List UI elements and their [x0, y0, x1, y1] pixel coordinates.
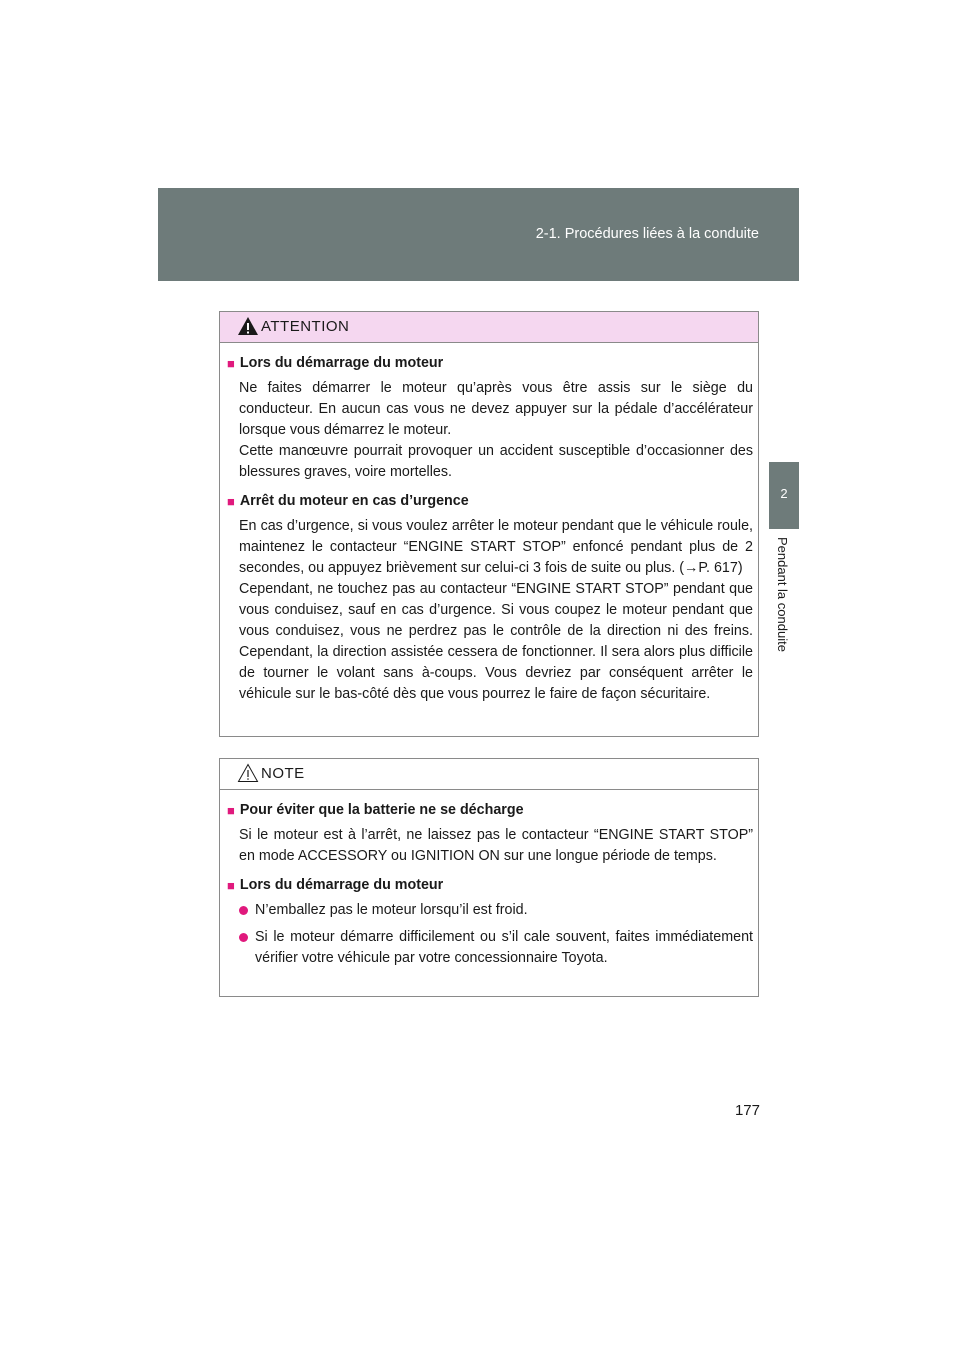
caution-title: ATTENTION	[261, 318, 350, 335]
side-tab	[769, 462, 799, 529]
caution-body	[220, 343, 758, 705]
section-paragraph: Ne faites démarrer le moteur qu’après vous être assis sur le siège du conducteur. En aucun cas vous ne devez appuyer sur la pédale d’accélérateur lorsque vous démarrez le moteur.	[239, 380, 753, 438]
section-paragraph: Cependant, ne touchez pas au contacteur “ENGINE START STOP” pendant que vous conduisez, sauf en cas d’urgence. Si vous coupez le moteur pendant que vous conduisez, vous ne perdrez pas le contrôle de la direction ni des freins. Cependant, la direction assistée cessera de fonctionner. Il sera alors plus difficile de tourner le volant sans à-coups. Vous devriez par conséquent arrêter le véhicule sur le bas-côté dès que vous pourrez le faire de façon sécuritaire.	[239, 581, 753, 702]
caution-box	[219, 311, 759, 737]
note-section	[227, 875, 753, 969]
note-body	[220, 790, 758, 969]
list-item: N’emballez pas le moteur lorsqu’il est froid.	[239, 900, 753, 921]
section-heading: ■ Lors du démarrage du moteur	[227, 353, 753, 374]
section-heading: ■ Lors du démarrage du moteur	[227, 875, 753, 896]
side-tab-label: Pendant la conduite	[775, 537, 790, 652]
caution-section	[227, 491, 753, 705]
note-section	[227, 800, 753, 867]
square-bullet-icon: ■	[227, 803, 235, 818]
warning-outline-icon	[237, 763, 259, 783]
caution-header	[220, 312, 758, 343]
chapter-title: 2-1. Procédures liées à la conduite	[535, 226, 759, 242]
section-paragraph: Si le moteur est à l’arrêt, ne laissez pas le contacteur “ENGINE START STOP” en mode ACCESSORY ou IGNITION ON sur une longue période de temps.	[239, 827, 753, 864]
dot-bullet-icon	[239, 906, 248, 915]
note-header	[220, 759, 758, 790]
page-number: 177	[734, 1102, 760, 1119]
caution-section	[227, 353, 753, 483]
list-item: Si le moteur démarre difficilement ou s’il cale souvent, faites immédiatement vérifier votre véhicule par votre concessionnaire Toyota.	[239, 927, 753, 969]
section-heading: ■ Arrêt du moteur en cas d’urgence	[227, 491, 753, 512]
side-tab-number: 2	[780, 486, 788, 501]
chapter-header	[158, 188, 799, 281]
square-bullet-icon: ■	[227, 494, 235, 509]
square-bullet-icon: ■	[227, 878, 235, 893]
note-title: NOTE	[261, 765, 305, 782]
warning-icon	[237, 316, 259, 336]
note-box	[219, 758, 759, 997]
section-heading: ■ Pour éviter que la batterie ne se décharge	[227, 800, 753, 821]
section-paragraph: En cas d’urgence, si vous voulez arrêter le moteur pendant que le véhicule roule, maintenez le contacteur “ENGINE START STOP” enfoncé pendant plus de 2 secondes, ou appuyez brièvement sur celui-ci 3 fois de suite ou plus. (→P. 617)	[239, 518, 753, 576]
square-bullet-icon: ■	[227, 356, 235, 371]
dot-bullet-icon	[239, 933, 248, 942]
section-paragraph: Cette manœuvre pourrait provoquer un accident susceptible d’occasionner des blessures graves, voire mortelles.	[239, 443, 753, 480]
